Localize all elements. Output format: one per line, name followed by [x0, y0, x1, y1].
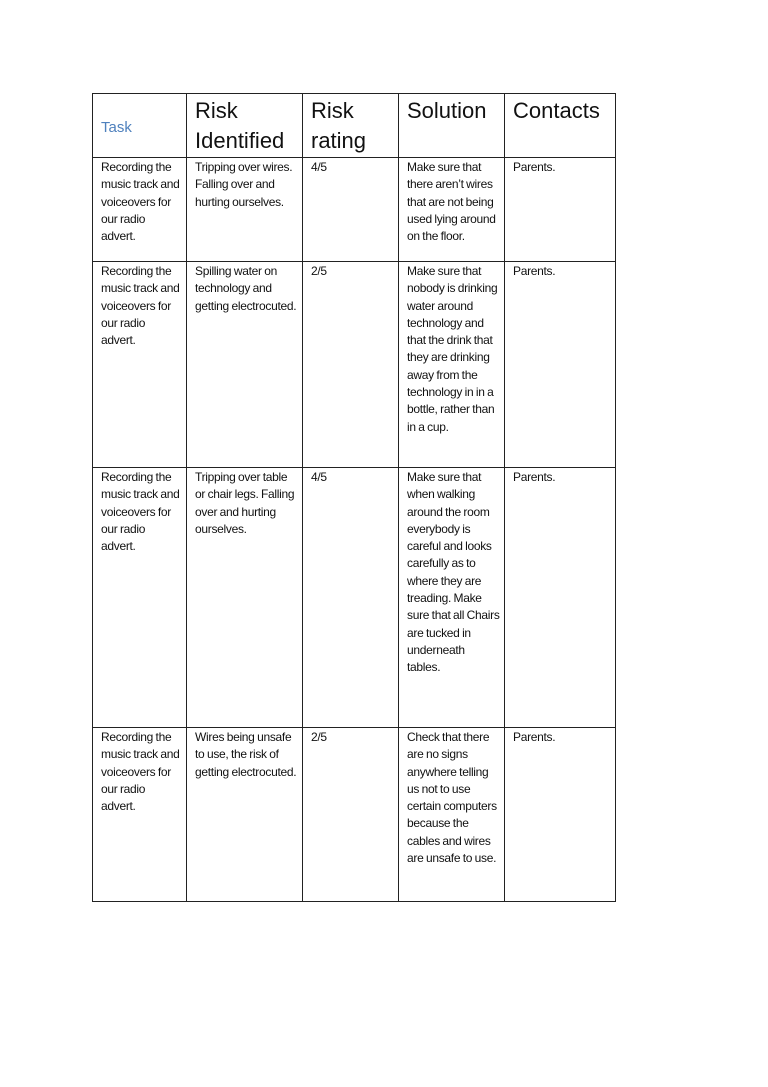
header-risk-rating: Risk rating	[303, 94, 399, 158]
header-solution: Solution	[399, 94, 505, 158]
cell-task: Recording the music track and voiceovers for our radio advert.	[93, 728, 187, 902]
risk-assessment-table	[92, 93, 616, 902]
table-row	[93, 728, 616, 902]
cell-risk-identified: Wires being unsafe to use, the risk of getting electrocuted.	[187, 728, 303, 902]
cell-task: Recording the music track and voiceovers for our radio advert.	[93, 262, 187, 468]
header-risk-identified: Risk Identified	[187, 94, 303, 158]
table-row	[93, 262, 616, 468]
cell-solution: Make sure that there aren’t wires that are not being used lying around on the floor.	[399, 158, 505, 262]
cell-solution: Check that there are no signs anywhere telling us not to use certain computers because the cables and wires are unsafe to use.	[399, 728, 505, 902]
cell-solution: Make sure that nobody is drinking water around technology and that the drink that they are drinking away from the technology in in a bottle, rather than in a cup.	[399, 262, 505, 468]
cell-contacts: Parents.	[505, 468, 616, 728]
header-task: Task	[93, 94, 187, 158]
cell-risk-rating: 4/5	[303, 468, 399, 728]
table-row	[93, 468, 616, 728]
cell-risk-rating: 2/5	[303, 728, 399, 902]
cell-contacts: Parents.	[505, 728, 616, 902]
cell-risk-identified: Tripping over wires. Falling over and hurting ourselves.	[187, 158, 303, 262]
cell-risk-identified: Spilling water on technology and getting electrocuted.	[187, 262, 303, 468]
cell-contacts: Parents.	[505, 158, 616, 262]
table-row	[93, 158, 616, 262]
header-contacts: Contacts	[505, 94, 616, 158]
cell-task: Recording the music track and voiceovers for our radio advert.	[93, 468, 187, 728]
cell-risk-rating: 2/5	[303, 262, 399, 468]
cell-risk-rating: 4/5	[303, 158, 399, 262]
cell-risk-identified: Tripping over table or chair legs. Falling over and hurting ourselves.	[187, 468, 303, 728]
header-row	[93, 94, 616, 158]
cell-solution: Make sure that when walking around the room everybody is careful and looks carefully as to where they are treading. Make sure that all Chairs are tucked in underneath tables.	[399, 468, 505, 728]
cell-contacts: Parents.	[505, 262, 616, 468]
cell-task: Recording the music track and voiceovers for our radio advert.	[93, 158, 187, 262]
